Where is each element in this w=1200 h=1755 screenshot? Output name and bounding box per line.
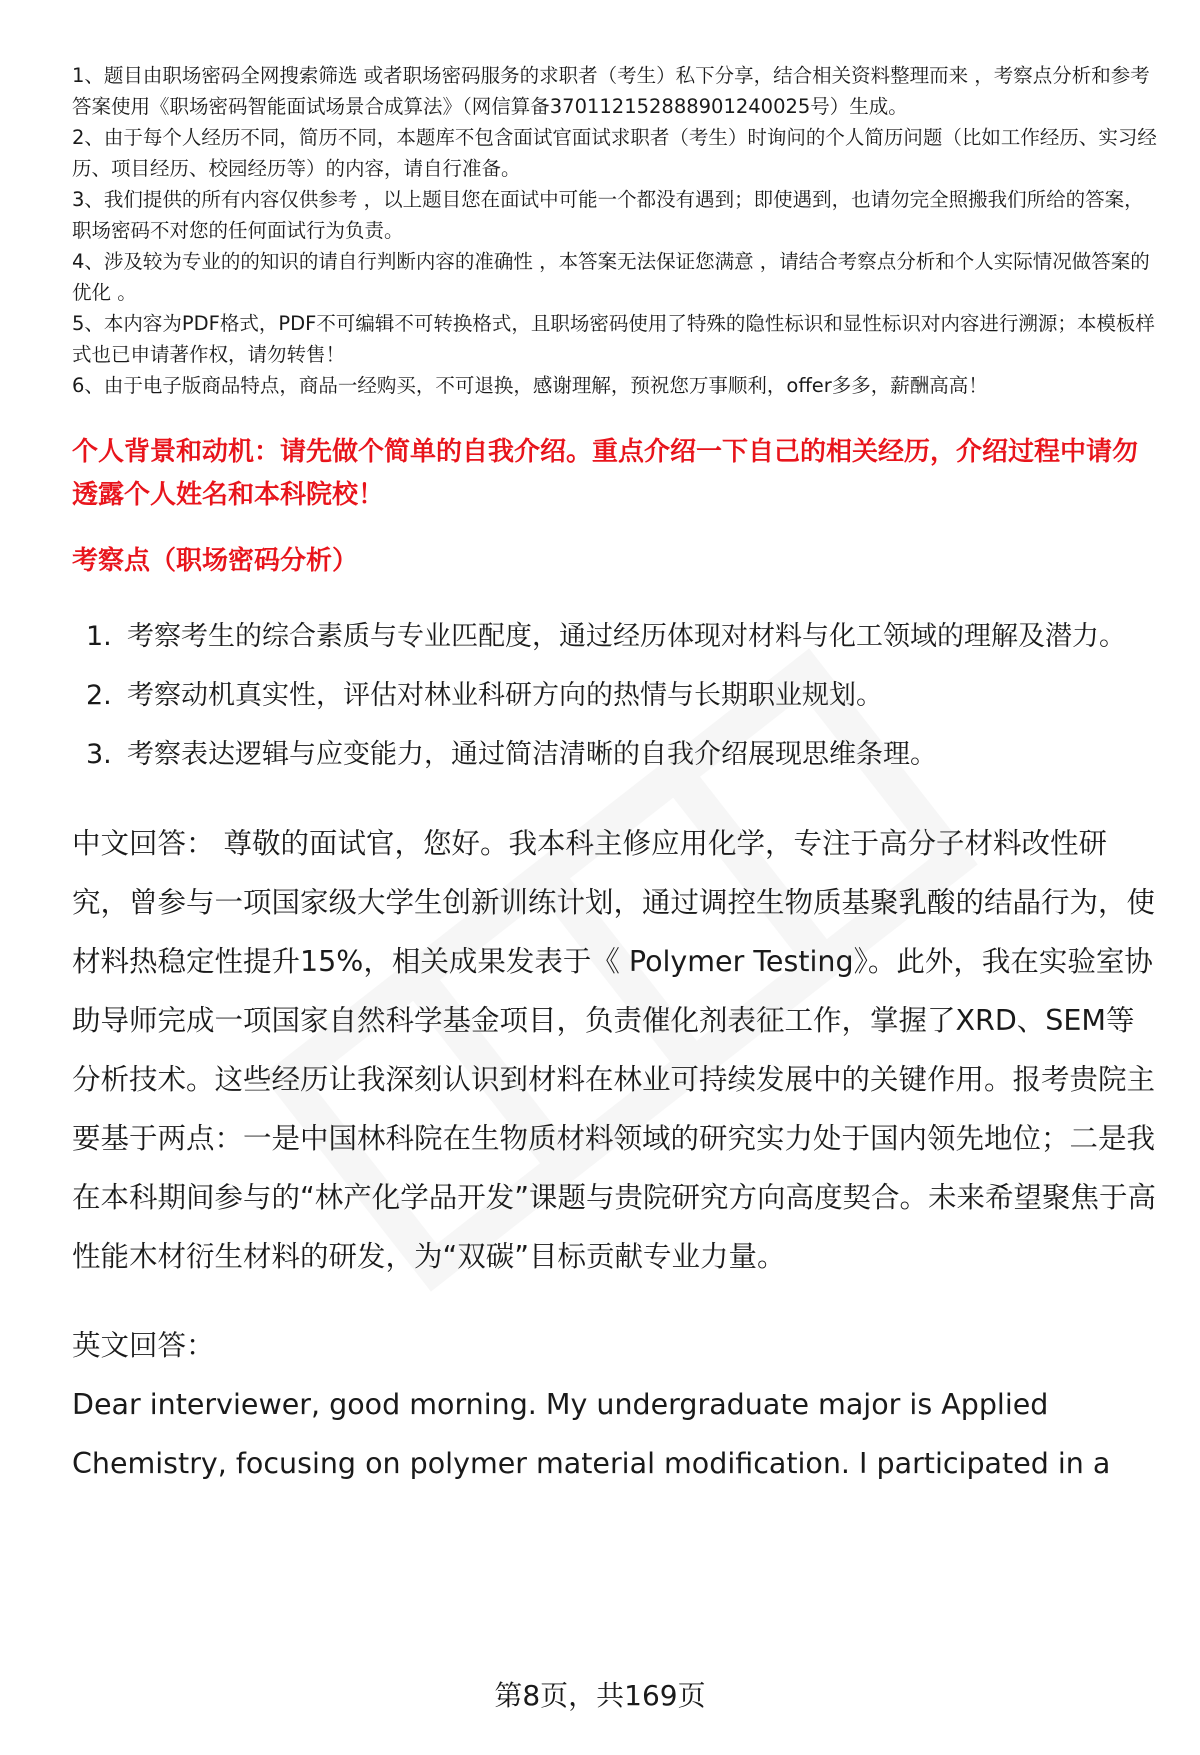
page-content <box>72 60 1162 1493</box>
notice-item: 6、由于电子版商品特点，商品一经购买，不可退换，感谢理解，预祝您万事顺利，offer多多，薪酬高高！ <box>72 374 988 397</box>
question-title: 个人背景和动机：请先做个简单的自我介绍。重点介绍一下自己的相关经历，介绍过程中请勿透露个人姓名和本科院校！ <box>72 437 1139 510</box>
list-item-text: 考察表达逻辑与应变能力，通过简洁清晰的自我介绍展现思维条理。 <box>127 739 937 770</box>
notice-item: 1、题目由职场密码全网搜索筛选 或者职场密码服务的求职者（考生）私下分享，结合相关资料整理而来 ，考察点分析和参考答案使用《职场密码智能面试场景合成算法》（网信算备370112152888901240025号）生成。 <box>72 64 1150 118</box>
notice-item: 3、我们提供的所有内容仅供参考 ，以上题目您在面试中可能一个都没有遇到；即使遇到，也请勿完全照搬我们所给的答案，职场密码不对您的任何面试行为负责。 <box>72 188 1144 242</box>
list-item-number: 2. <box>86 680 112 711</box>
list-item-number: 3. <box>86 739 112 770</box>
answer-english-label: 英文回答： <box>72 1329 215 1362</box>
list-item <box>72 725 1162 784</box>
answer-chinese: 中文回答： 尊敬的面试官，您好。我本科主修应用化学，专注于高分子材料改性研究，曾参与一项国家级大学生创新训练计划，通过调控生物质基聚乳酸的结晶行为，使材料热稳定性提升15%，相关成果发表于《 Polymer Testing》。此外，我在实验室协助导师完成一项国家自然科学基金项目，负责催化剂表征工作，掌握了XRD、SEM等分析技术。这些经历让我深刻认识到材料在林业可持续发展中的关键作用。报考贵院主要基于两点：一是中国林科院在生物质材料领域的研究实力处于国内领先地位；二是我在本科期间参与的“林产化学品开发”课题与贵院研究方向高度契合。未来希望聚焦于高性能木材衍生材料的研发，为“双碳”目标贡献专业力量。 <box>72 827 1157 1273</box>
analysis-points <box>72 607 1162 784</box>
list-item-text: 考察动机真实性，评估对林业科研方向的热情与长期职业规划。 <box>127 680 883 711</box>
list-item <box>72 607 1162 666</box>
notice-item: 2、由于每个人经历不同，简历不同，本题库不包含面试官面试求职者（考生）时询问的个人简历问题（比如工作经历、实习经历、项目经历、校园经历等）的内容，请自行准备。 <box>72 126 1157 180</box>
list-item-number: 1. <box>86 621 112 652</box>
answer-english: Dear interviewer, good morning. My undergraduate major is Applied Chemistry, focusing on polymer material modification. I participated in a <box>72 1388 1111 1480</box>
list-item <box>72 666 1162 725</box>
notice-item: 5、本内容为PDF格式，PDF不可编辑不可转换格式，且职场密码使用了特殊的隐性标识和显性标识对内容进行溯源；本模板样式也已申请著作权，请勿转售！ <box>72 312 1155 366</box>
notice-item: 4、涉及较为专业的的知识的请自行判断内容的准确性 ，本答案无法保证您满意 ，请结合考察点分析和个人实际情况做答案的优化 。 <box>72 250 1150 304</box>
page-number: 第8页，共169页 <box>494 1679 706 1712</box>
analysis-title: 考察点（职场密码分析） <box>72 546 359 576</box>
disclaimer-notice <box>72 60 1162 401</box>
list-item-text: 考察考生的综合素质与专业匹配度，通过经历体现对材料与化工领域的理解及潜力。 <box>127 621 1126 652</box>
